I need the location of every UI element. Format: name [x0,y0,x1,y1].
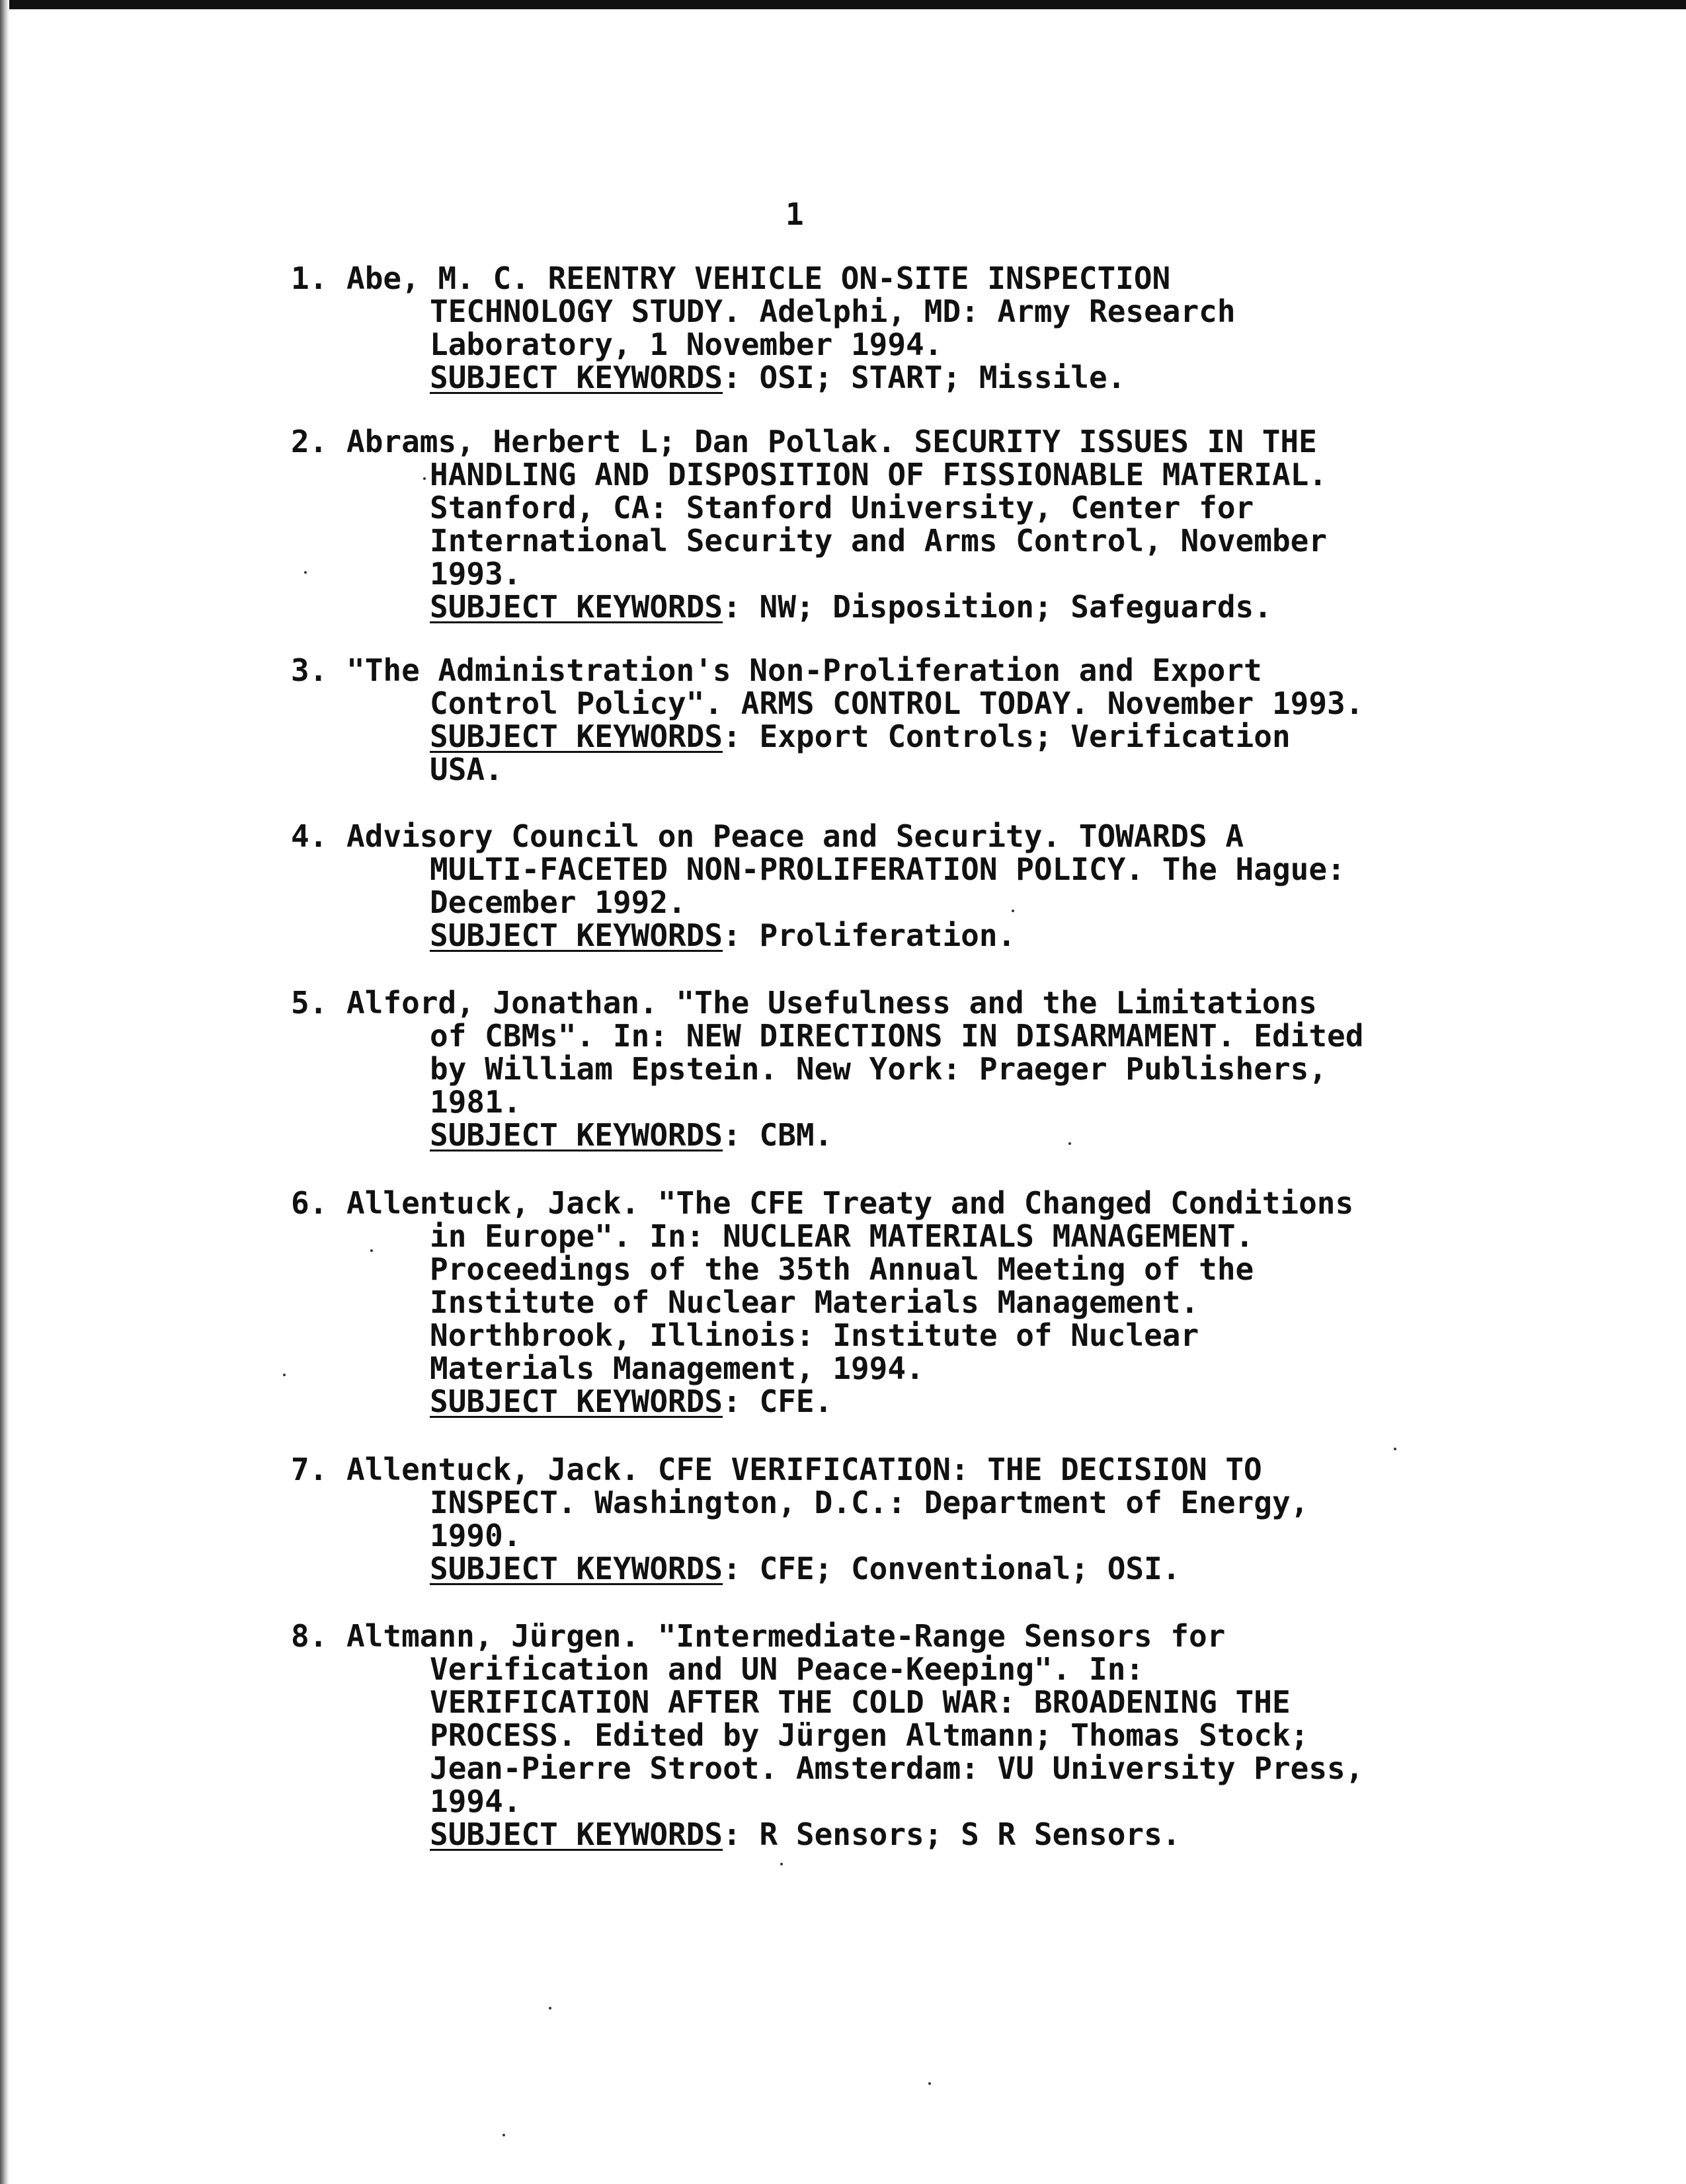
entry-number: 5. [291,985,328,1021]
bibliography-entry-4 [291,820,1474,952]
subject-keywords-values: : Export Controls; Verification [723,719,1291,754]
entry-number: 3. [291,652,328,688]
entry-text-line: Institute of Nuclear Materials Management. [430,1284,1199,1320]
subject-keywords-line [291,1818,1474,1851]
subject-keywords-line [291,1385,1474,1418]
bibliography-entry-7 [291,1453,1474,1585]
scan-speck [1068,1142,1071,1145]
subject-keywords-values: : R Sensors; S R Sensors. [723,1816,1181,1852]
scan-speck [1394,1448,1396,1450]
entry-text-line: TECHNOLOGY STUDY. Adelphi, MD: Army Research [430,293,1236,329]
entry-text-line: Alford, Jonathan. "The Usefulness and the Limitations [346,985,1317,1021]
subject-keywords-label: SUBJECT KEYWORDS [430,589,723,625]
entry-text-line: PROCESS. Edited by Jürgen Altmann; Thomas Stock; [430,1717,1309,1753]
entry-number: 6. [291,1185,328,1221]
entry-first-line [291,820,1474,853]
entry-text-line: Abe, M. C. REENTRY VEHICLE ON-SITE INSPECTION [346,260,1171,296]
subject-keywords-line [291,720,1474,753]
entry-text-line: "The Administration's Non-Proliferation and Export [346,652,1262,688]
entry-number: 4. [291,818,328,854]
subject-keywords-values: : CBM. [723,1117,833,1153]
entry-first-line [291,1453,1474,1486]
subject-keywords-label: SUBJECT KEYWORDS [430,1551,723,1586]
subject-keywords-values: : NW; Disposition; Safeguards. [723,589,1272,625]
entry-text-line: HANDLING AND DISPOSITION OF FISSIONABLE MATERIAL. [430,457,1328,492]
bibliography-entry-6 [291,1187,1474,1418]
scan-speck [780,1863,783,1865]
entry-text-line: 1993. [430,556,522,592]
entry-number: 1. [291,260,328,296]
subject-keywords-line [291,361,1474,394]
entry-text-line: Northbrook, Illinois: Institute of Nuclear [430,1317,1199,1353]
entry-text-line: by William Epstein. New York: Praeger Publishers, [430,1051,1328,1087]
entry-first-line [291,425,1474,458]
entry-text-line: MULTI-FACETED NON-PROLIFERATION POLICY. The Hague: [430,851,1345,887]
subject-keywords-values: : CFE. [723,1384,833,1419]
subject-keywords-label: SUBJECT KEYWORDS [430,1117,723,1153]
subject-keywords-continuation: USA. [430,752,503,787]
entry-text-line: Verification and UN Peace-Keeping". In: [430,1651,1144,1687]
bibliography-entry-2 [291,425,1474,623]
entry-text-line: Jean-Pierre Stroot. Amsterdam: VU University Press, [430,1750,1364,1786]
entry-text-line: Advisory Council on Peace and Security. TOWARDS A [346,818,1244,854]
entry-text-line: of CBMs". In: NEW DIRECTIONS IN DISARMAMENT. Edited [430,1018,1364,1054]
entry-text-line: 1990. [430,1518,522,1553]
entry-number: 7. [291,1452,328,1487]
entry-first-line [291,1187,1474,1220]
entry-text-line: Control Policy". ARMS CONTROL TODAY. November 1993. [430,685,1364,721]
scan-speck [283,1374,286,1376]
subject-keywords-values: : Proliferation. [723,917,1016,953]
subject-keywords-line [291,590,1474,623]
bibliography-entry-3 [291,654,1474,786]
scan-speck [502,2134,505,2136]
entry-first-line [291,654,1474,687]
subject-keywords-line [291,1552,1474,1585]
subject-keywords-values: : OSI; START; Missile. [723,360,1126,395]
bibliography-entry-8 [291,1619,1474,1851]
scan-speck [549,2007,551,2009]
subject-keywords-label: SUBJECT KEYWORDS [430,360,723,395]
entry-text-line: Proceedings of the 35th Annual Meeting of the [430,1251,1254,1287]
entry-text-line: Stanford, CA: Stanford University, Center for [430,490,1254,526]
entry-text-line: Materials Management, 1994. [430,1350,924,1386]
subject-keywords-values: : CFE; Conventional; OSI. [723,1551,1181,1586]
entry-text-line: Allentuck, Jack. CFE VERIFICATION: THE DECISION TO [346,1452,1262,1487]
entry-number: 2. [291,424,328,459]
subject-keywords-label: SUBJECT KEYWORDS [430,917,723,953]
entry-text-line: Laboratory, 1 November 1994. [430,327,943,362]
entry-text-line: Abrams, Herbert L; Dan Pollak. SECURITY ISSUES IN THE [346,424,1317,459]
entry-text-line: VERIFICATION AFTER THE COLD WAR: BROADENING THE [430,1684,1291,1720]
entry-text-line: December 1992. [430,884,686,920]
entry-text-line: Altmann, Jürgen. "Intermediate-Range Sensors for [346,1618,1226,1654]
scan-speck [304,571,307,574]
bibliography-entry-1 [291,262,1474,394]
entry-first-line [291,262,1474,295]
subject-keywords-label: SUBJECT KEYWORDS [430,719,723,754]
entry-number: 8. [291,1618,328,1654]
entry-text-line: International Security and Arms Control, November [430,523,1328,559]
scan-speck [928,2082,931,2085]
page-number: 1 [785,196,804,232]
entry-text-line: 1994. [430,1783,522,1819]
entry-text-line: Allentuck, Jack. "The CFE Treaty and Changed Conditions [346,1185,1354,1221]
bibliography-entry-5 [291,986,1474,1151]
scan-speck [370,1249,373,1252]
scan-speck [423,477,426,480]
subject-keywords-label: SUBJECT KEYWORDS [430,1816,723,1852]
entry-text-line: INSPECT. Washington, D.C.: Department of Energy, [430,1485,1309,1520]
scan-speck [1012,910,1014,912]
subject-keywords-line [291,919,1474,952]
entry-first-line [291,986,1474,1019]
subject-keywords-label: SUBJECT KEYWORDS [430,1384,723,1419]
entry-text-line: in Europe". In: NUCLEAR MATERIALS MANAGEMENT. [430,1218,1254,1254]
entry-first-line [291,1619,1474,1653]
subject-keywords-line [291,1118,1474,1151]
entry-text-line: 1981. [430,1084,522,1120]
